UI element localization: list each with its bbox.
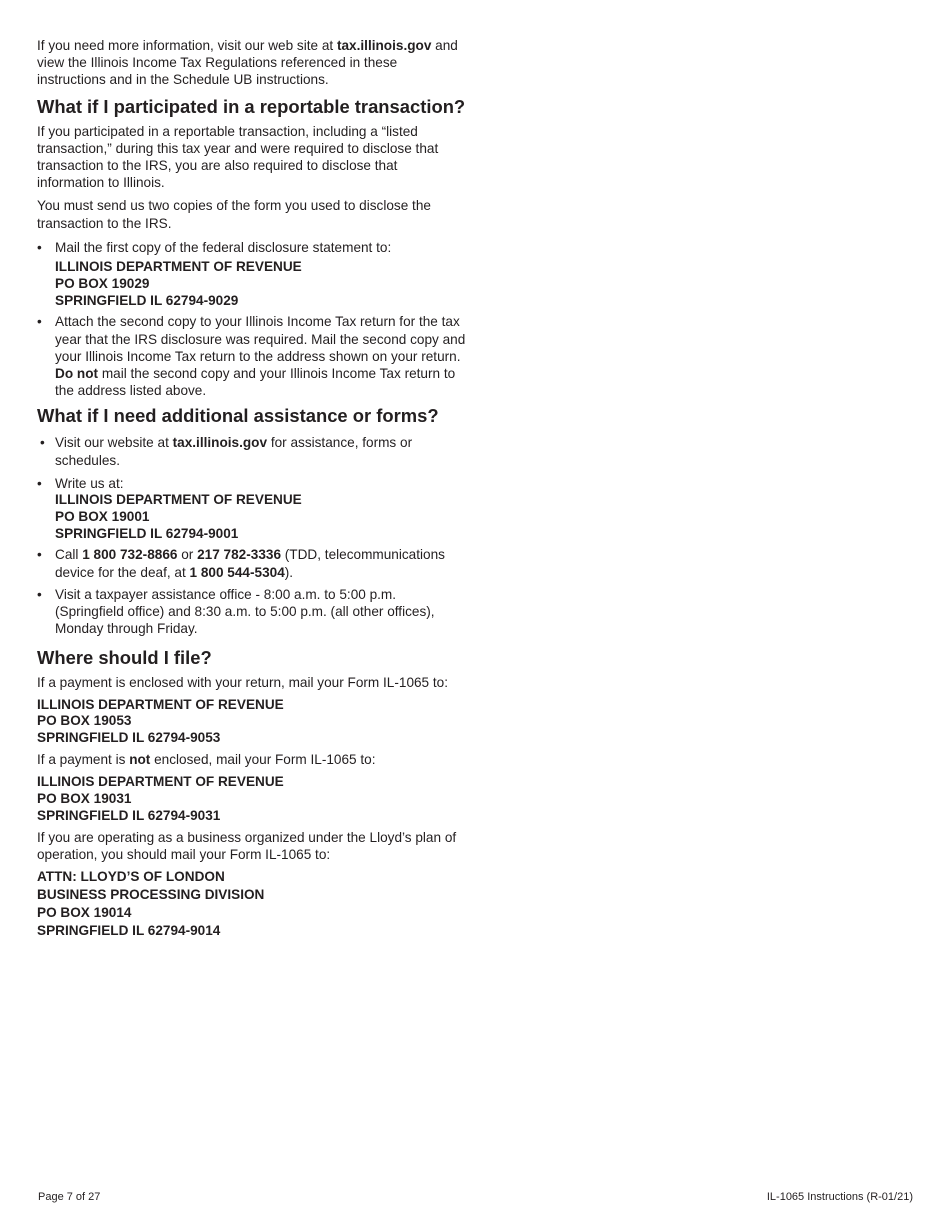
- assistance-bullet-call: • Call 1 800 732-8866 or 217 782-3336 (TDD, telecommunications device for the deaf, at 1 800 544-5304).: [37, 547, 445, 580]
- file-paragraph-2: If a payment is not enclosed, mail your Form IL-1065 to:: [37, 752, 376, 768]
- lloyds-address: ATTN: LLOYD’S OF LONDON BUSINESS PROCESSING DIVISION PO BOX 19014 SPRINGFIELD IL 62794-9014: [37, 869, 265, 939]
- website-link[interactable]: tax.illinois.gov: [172, 435, 268, 451]
- page-number: Page 7 of 27: [38, 1191, 101, 1203]
- form-identifier: IL-1065 Instructions (R-01/21): [766, 1191, 913, 1203]
- bullet-icon: •: [37, 547, 42, 563]
- phone-number[interactable]: 1 800 732-8866: [82, 547, 178, 563]
- assistance-bullet-office: • Visit a taxpayer assistance office - 8:00 a.m. to 5:00 p.m. (Springfield office) and 8:30 a.m. to 5:00 p.m. (all other offices), Monday through Friday.: [37, 586, 435, 637]
- bullet-icon: •: [37, 475, 42, 491]
- assistance-address: ILLINOIS DEPARTMENT OF REVENUE PO BOX 19001 SPRINGFIELD IL 62794-9001: [55, 492, 302, 541]
- main-column: [37, 37, 467, 940]
- reportable-bullet-2: • Attach the second copy to your Illinois Income Tax return for the tax year that the IRS disclosure was required. Mail the second copy and your Illinois Income Tax return to the address shown on your return. Do not mail the second copy and your Illinois Income Tax return to the address listed above.: [37, 314, 466, 399]
- assistance-heading: What if I need additional assistance or forms?: [37, 405, 439, 427]
- phone-number[interactable]: 217 782-3336: [197, 547, 281, 563]
- bullet-icon: •: [37, 314, 42, 330]
- reportable-paragraph-1: If you participated in a reportable transaction, including a “listed transaction,” during this tax year and were required to disclose that transaction to the IRS, you are also required to disclose that information to Illinois.: [37, 123, 439, 191]
- tdd-phone-number[interactable]: 1 800 544-5304: [189, 564, 285, 580]
- file-paragraph-3: If you are operating as a business organized under the Lloyd’s plan of operation, you should mail your Form IL-1065 to:: [37, 829, 457, 862]
- reportable-paragraph-2: You must send us two copies of the form you used to disclose the transaction to the IRS.: [37, 198, 431, 231]
- reportable-bullet-1: • Mail the first copy of the federal disclosure statement to: ILLINOIS DEPARTMENT OF REVENUE PO BOX 19029 SPRINGFIELD IL 62794-9029: [37, 239, 467, 310]
- no-payment-address: ILLINOIS DEPARTMENT OF REVENUE PO BOX 19031 SPRINGFIELD IL 62794-9031: [37, 774, 284, 823]
- payment-address: ILLINOIS DEPARTMENT OF REVENUE PO BOX 19053 SPRINGFIELD IL 62794-9053: [37, 696, 284, 746]
- disclosure-address: ILLINOIS DEPARTMENT OF REVENUE PO BOX 19029 SPRINGFIELD IL 62794-9029: [55, 259, 302, 308]
- reportable-heading: What if I participated in a reportable transaction?: [37, 95, 466, 117]
- file-paragraph-1: If a payment is enclosed with your return, mail your Form IL-1065 to:: [37, 675, 449, 691]
- bullet-icon: •: [37, 586, 42, 602]
- assistance-bullet-website: • Visit our website at tax.illinois.gov for assistance, forms or schedules.: [40, 435, 413, 468]
- bullet-icon: •: [40, 435, 45, 451]
- intro-paragraph: If you need more information, visit our web site at tax.illinois.gov and view the Illinois Income Tax Regulations referenced in these instructions and in the Schedule UB instructions.: [37, 38, 458, 88]
- bullet-icon: •: [37, 239, 42, 255]
- website-link[interactable]: tax.illinois.gov: [336, 38, 432, 53]
- where-to-file-heading: Where should I file?: [37, 647, 212, 669]
- assistance-bullet-write: • Write us at: ILLINOIS DEPARTMENT OF REVENUE PO BOX 19001 SPRINGFIELD IL 62794-9001: [37, 475, 467, 543]
